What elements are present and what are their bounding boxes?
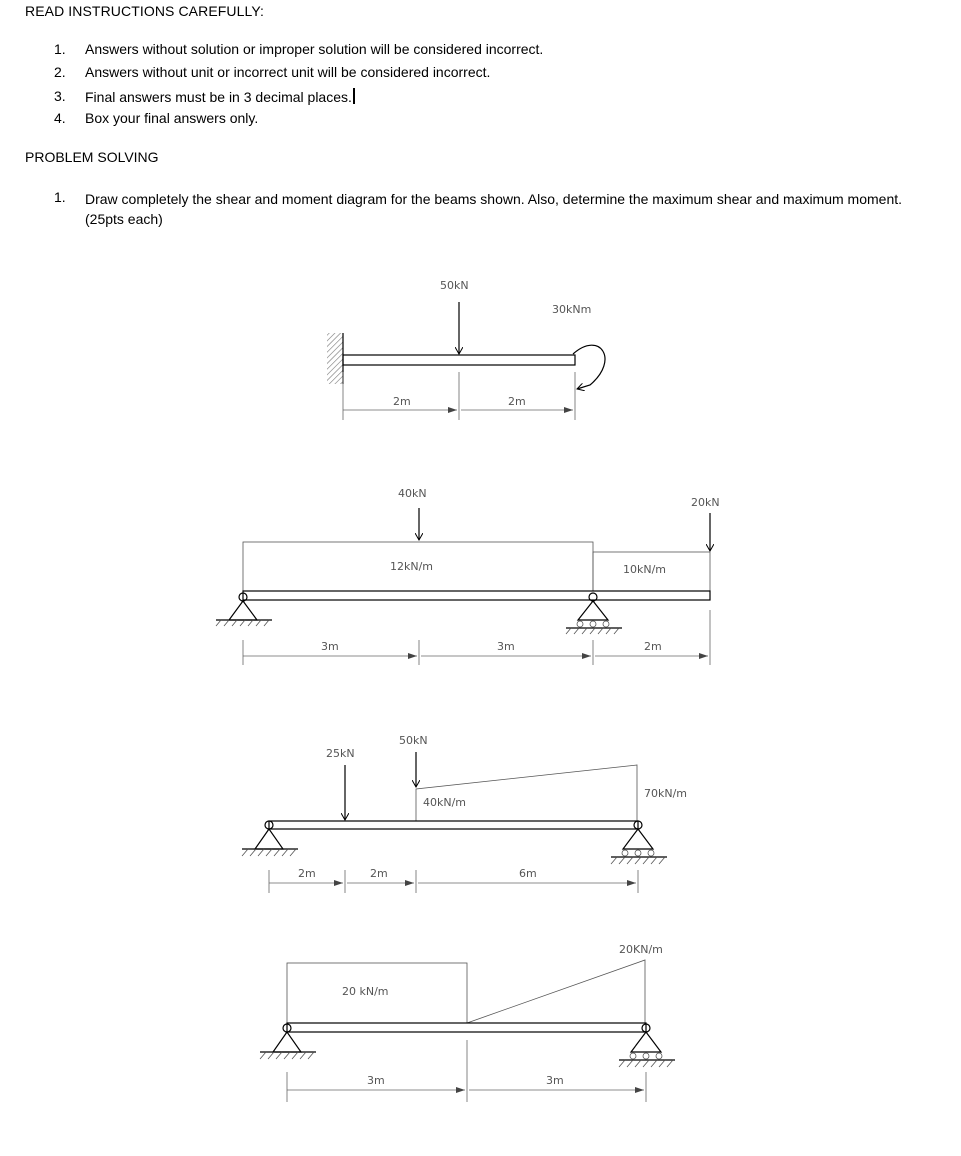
beam-3-trapezoid [242, 734, 687, 893]
instruction-text: Box your final answers only. [85, 110, 259, 126]
beam-3-dist-end-label: 70kN/m [644, 787, 688, 800]
beam-1-cantilever [327, 279, 605, 420]
beam-3-body [269, 821, 638, 829]
beam-2-span-2-label: 3m [497, 640, 515, 653]
beam-4-tri-peak-label: 20KN/m [619, 943, 663, 956]
beam-2-body [243, 591, 710, 600]
beam-2-pin-support [216, 593, 272, 626]
beam-4-pin-support [260, 1024, 316, 1059]
instruction-text: Final answers must be in 3 decimal places. [85, 89, 352, 105]
beam-4-span-1-label: 3m [367, 1074, 385, 1087]
beam-1-moment-arrow [573, 345, 605, 389]
beam-2-dimension-line [243, 610, 710, 665]
beam-1-span-1-label: 2m [393, 395, 411, 408]
page-heading: READ INSTRUCTIONS CAREFULLY: [25, 3, 265, 19]
beam-1-dimension-line [343, 372, 575, 420]
beam-3-pin-support [242, 821, 298, 856]
instruction-number: 3. [54, 88, 66, 104]
problem-text: Draw completely the shear and moment diagram for the beams shown. Also, determine the maximum shear and maximum moment. (25pts each) [85, 191, 903, 227]
beam-2-point-load-label: 40kN [398, 487, 427, 500]
beam-2-udl-2-label: 10kN/m [623, 563, 667, 576]
instruction-number: 4. [54, 110, 66, 126]
beam-1-body [343, 355, 575, 365]
instruction-text: Answers without solution or improper solution will be considered incorrect. [85, 41, 544, 57]
beam-3-span-2-label: 2m [370, 867, 388, 880]
beam-3-roller-support [611, 821, 667, 864]
beam-4-triangular-load [467, 960, 645, 1023]
beam-1-span-2-label: 2m [508, 395, 526, 408]
beam-2-overhang [216, 487, 720, 665]
beam-3-dist-start-label: 40kN/m [423, 796, 467, 809]
beam-4-body [287, 1023, 646, 1032]
problem-number: 1. [54, 189, 66, 205]
beam-3-load-1-label: 25kN [326, 747, 355, 760]
beam-2-roller-support [566, 593, 622, 634]
section-title: PROBLEM SOLVING [25, 149, 159, 165]
beam-3-span-3-label: 6m [519, 867, 537, 880]
beam-4-mixed-load [260, 943, 675, 1102]
fixed-support-wall [327, 333, 343, 384]
beam-1-moment-label: 30kNm [552, 303, 592, 316]
instruction-number: 2. [54, 64, 66, 80]
beam-1-point-load-label: 50kN [440, 279, 469, 292]
beam-3-trapezoid-load [416, 765, 637, 821]
beam-2-span-1-label: 3m [321, 640, 339, 653]
instruction-number: 1. [54, 41, 66, 57]
beam-4-udl-label: 20 kN/m [342, 985, 389, 998]
instruction-text: Answers without unit or incorrect unit will be considered incorrect. [85, 64, 491, 80]
beam-4-dimension-line [287, 1040, 646, 1102]
beam-2-udl-1-label: 12kN/m [390, 560, 434, 573]
beam-4-span-2-label: 3m [546, 1074, 564, 1087]
beam-3-load-2-label: 50kN [399, 734, 428, 747]
beam-3-dimension-line [269, 870, 638, 893]
beam-2-span-3-label: 2m [644, 640, 662, 653]
beam-4-roller-support [619, 1024, 675, 1067]
beam-3-span-1-label: 2m [298, 867, 316, 880]
beam-2-end-load-label: 20kN [691, 496, 720, 509]
